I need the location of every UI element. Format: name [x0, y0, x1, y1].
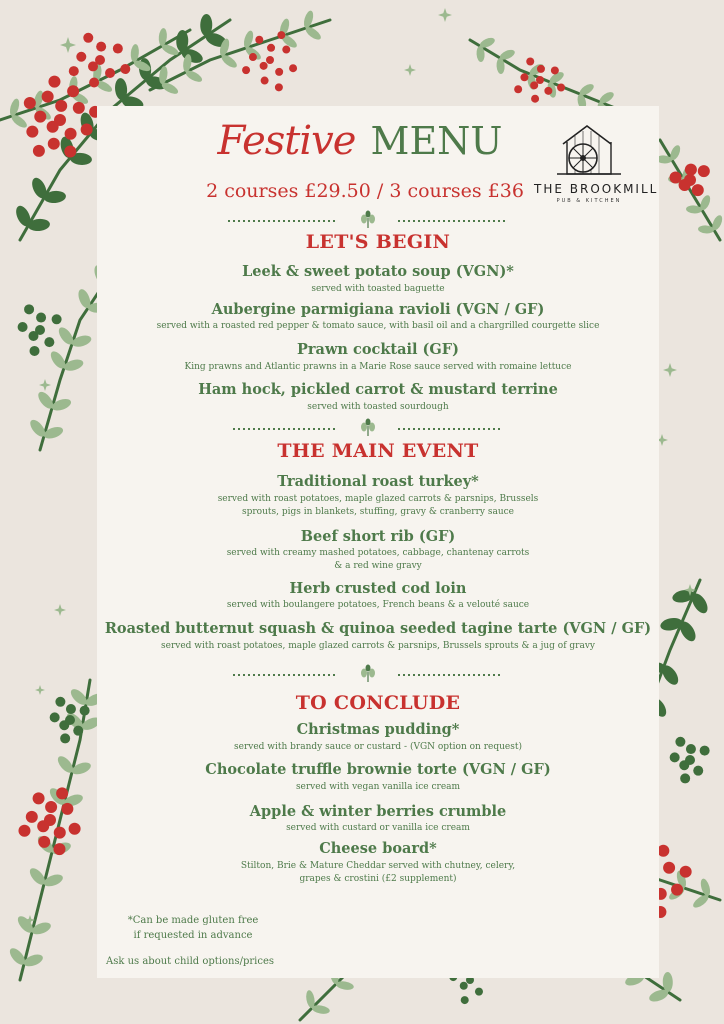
berry	[24, 97, 36, 109]
berry	[282, 46, 290, 54]
berry	[663, 862, 675, 874]
dish-description: served with toasted sourdough	[307, 402, 449, 412]
berry	[26, 811, 38, 823]
dish-description: served with custard or vanilla ice cream	[286, 823, 470, 833]
dish-description: & a red wine gravy	[334, 561, 422, 571]
berry	[686, 744, 696, 754]
berry	[698, 165, 710, 177]
dish-description: served with brandy sauce or custard - (VGN option on request)	[234, 742, 522, 752]
branch-stem	[470, 40, 620, 110]
berry	[54, 827, 66, 839]
dish-description: Stilton, Brie & Mature Cheddar served with chutney, celery,	[240, 861, 516, 871]
berry	[680, 866, 692, 878]
sparkle-star	[39, 379, 51, 391]
berry	[679, 760, 689, 770]
berry	[289, 64, 297, 72]
dish-name: Herb crusted cod loin	[289, 580, 467, 597]
sparkle-star	[404, 64, 416, 76]
berry	[680, 773, 690, 783]
berry	[675, 737, 685, 747]
dish-name: Prawn cocktail (GF)	[297, 341, 459, 358]
berry	[88, 61, 98, 71]
berry	[45, 801, 57, 813]
sparkle-star	[60, 37, 76, 53]
berry	[66, 704, 76, 714]
berry	[700, 746, 710, 756]
dish-description: sprouts, pigs in blankets, stuffing, gravy & cranberry sauce	[241, 507, 514, 517]
berry	[24, 304, 34, 314]
dish-description: served with creamy mashed potatoes, cabbage, chantenay carrots	[226, 548, 530, 558]
berry	[42, 91, 54, 103]
section-divider	[178, 210, 558, 230]
berry	[55, 100, 67, 112]
berry	[460, 982, 468, 990]
berry	[120, 64, 130, 74]
gluten-free-note-line: *Can be made gluten free	[127, 915, 259, 926]
berry	[531, 95, 539, 103]
berry	[461, 996, 469, 1004]
berry	[530, 81, 538, 89]
dish-name: Aubergine parmigiana ravioli (VGN / GF)	[211, 301, 545, 318]
berry	[255, 36, 263, 44]
berry	[69, 66, 79, 76]
berry	[73, 102, 85, 114]
berry	[670, 752, 680, 762]
berry	[33, 145, 45, 157]
berry	[113, 44, 123, 54]
dish-description: served with toasted baguette	[311, 284, 445, 294]
dish-description: grapes & crostini (£2 supplement)	[299, 874, 457, 884]
berry	[36, 313, 46, 323]
section-divider	[178, 418, 558, 438]
berry	[73, 726, 83, 736]
mill-building-icon	[553, 122, 625, 176]
gluten-free-note-line: if requested in advance	[133, 930, 253, 941]
berry	[537, 65, 545, 73]
berry	[76, 52, 86, 62]
berry	[53, 843, 65, 855]
brand-logo	[534, 122, 659, 204]
dish-description: served with boulangere potatoes, French beans & a velouté sauce	[226, 600, 530, 610]
price-line: 2 courses £29.50 / 3 courses £36	[206, 180, 524, 202]
dish-description: King prawns and Atlantic prawns in a Marie Rose sauce served with romaine lettuce	[184, 362, 572, 372]
berry	[34, 111, 46, 123]
section-title-conclude: TO CONCLUDE	[295, 692, 461, 714]
berry	[260, 62, 268, 70]
berry	[277, 31, 285, 39]
berry	[657, 845, 669, 857]
sparkle-star	[438, 8, 452, 22]
berry	[261, 77, 269, 85]
berry	[685, 164, 697, 176]
berry	[30, 346, 40, 356]
berry	[56, 787, 68, 799]
berry	[275, 68, 283, 76]
child-options-note: Ask us about child options/prices	[106, 956, 275, 967]
berry	[526, 58, 534, 66]
berry	[26, 126, 38, 138]
menu-title	[180, 118, 540, 164]
berry	[96, 42, 106, 52]
berry	[55, 697, 65, 707]
berry	[692, 184, 704, 196]
berry	[28, 331, 38, 341]
berry	[18, 322, 28, 332]
dish-description: served with roast potatoes, maple glazed carrots & parsnips, Brussels sprouts & a jug of gravy	[161, 641, 595, 651]
dish-description: served with vegan vanilla ice cream	[295, 782, 461, 792]
brand-name: THE BROOKMILL	[534, 182, 659, 196]
berry	[81, 123, 93, 135]
berry	[65, 128, 77, 140]
sparkle-star	[35, 685, 45, 695]
branch-stem	[660, 140, 720, 240]
berry	[80, 706, 90, 716]
berry	[61, 803, 73, 815]
dish-name: Beef short rib (GF)	[300, 528, 456, 545]
sparkle-star	[54, 604, 66, 616]
berry	[48, 138, 60, 150]
berry	[89, 77, 99, 87]
berry	[249, 53, 257, 61]
berry	[60, 733, 70, 743]
dish-name: Apple & winter berries crumble	[249, 803, 507, 820]
section-title-main: THE MAIN EVENT	[277, 440, 479, 462]
dish-name: Ham hock, pickled carrot & mustard terrine	[198, 381, 558, 398]
berry	[67, 85, 79, 97]
dish-name: Leek & sweet potato soup (VGN)*	[242, 263, 514, 280]
brand-tagline: PUB & KITCHEN	[556, 198, 622, 204]
berry	[83, 33, 93, 43]
title-festive: Festive	[217, 118, 356, 164]
berry	[50, 712, 60, 722]
gluten-free-note	[108, 913, 278, 943]
berry	[52, 314, 62, 324]
dish-name: Cheese board*	[319, 840, 437, 857]
berry	[670, 171, 682, 183]
berry	[59, 720, 69, 730]
berry	[267, 44, 275, 52]
berry	[33, 792, 45, 804]
berry	[551, 66, 559, 74]
berry	[475, 988, 483, 996]
dish-name: Christmas pudding*	[296, 721, 460, 738]
dish-description: served with roast potatoes, maple glazed carrots & parsnips, Brussels	[217, 494, 539, 504]
dish-description: served with a roasted red pepper & tomato sauce, with basil oil and a chargrilled courgette slice	[156, 321, 600, 331]
berry	[514, 85, 522, 93]
dish-name: Roasted butternut squash & quinoa seeded tagine tarte (VGN / GF)	[104, 620, 652, 637]
dish-name: Chocolate truffle brownie torte (VGN / GF)	[205, 761, 551, 778]
berry	[18, 825, 30, 837]
berry	[275, 83, 283, 91]
berry	[37, 820, 49, 832]
title-menu: MENU	[370, 119, 503, 163]
berry	[64, 146, 76, 158]
berry	[105, 68, 115, 78]
section-divider	[178, 664, 558, 684]
berry	[48, 76, 60, 88]
berry	[38, 836, 50, 848]
section-title-begin: LET'S BEGIN	[305, 231, 451, 253]
berry	[693, 766, 703, 776]
berry	[266, 56, 274, 64]
berry	[44, 337, 54, 347]
berry	[520, 73, 528, 81]
dish-name: Traditional roast turkey*	[277, 473, 479, 490]
berry	[557, 84, 565, 92]
berry	[69, 823, 81, 835]
berry	[242, 66, 250, 74]
berry	[47, 121, 59, 133]
berry	[544, 87, 552, 95]
sparkle-star	[663, 363, 677, 377]
berry	[671, 884, 683, 896]
